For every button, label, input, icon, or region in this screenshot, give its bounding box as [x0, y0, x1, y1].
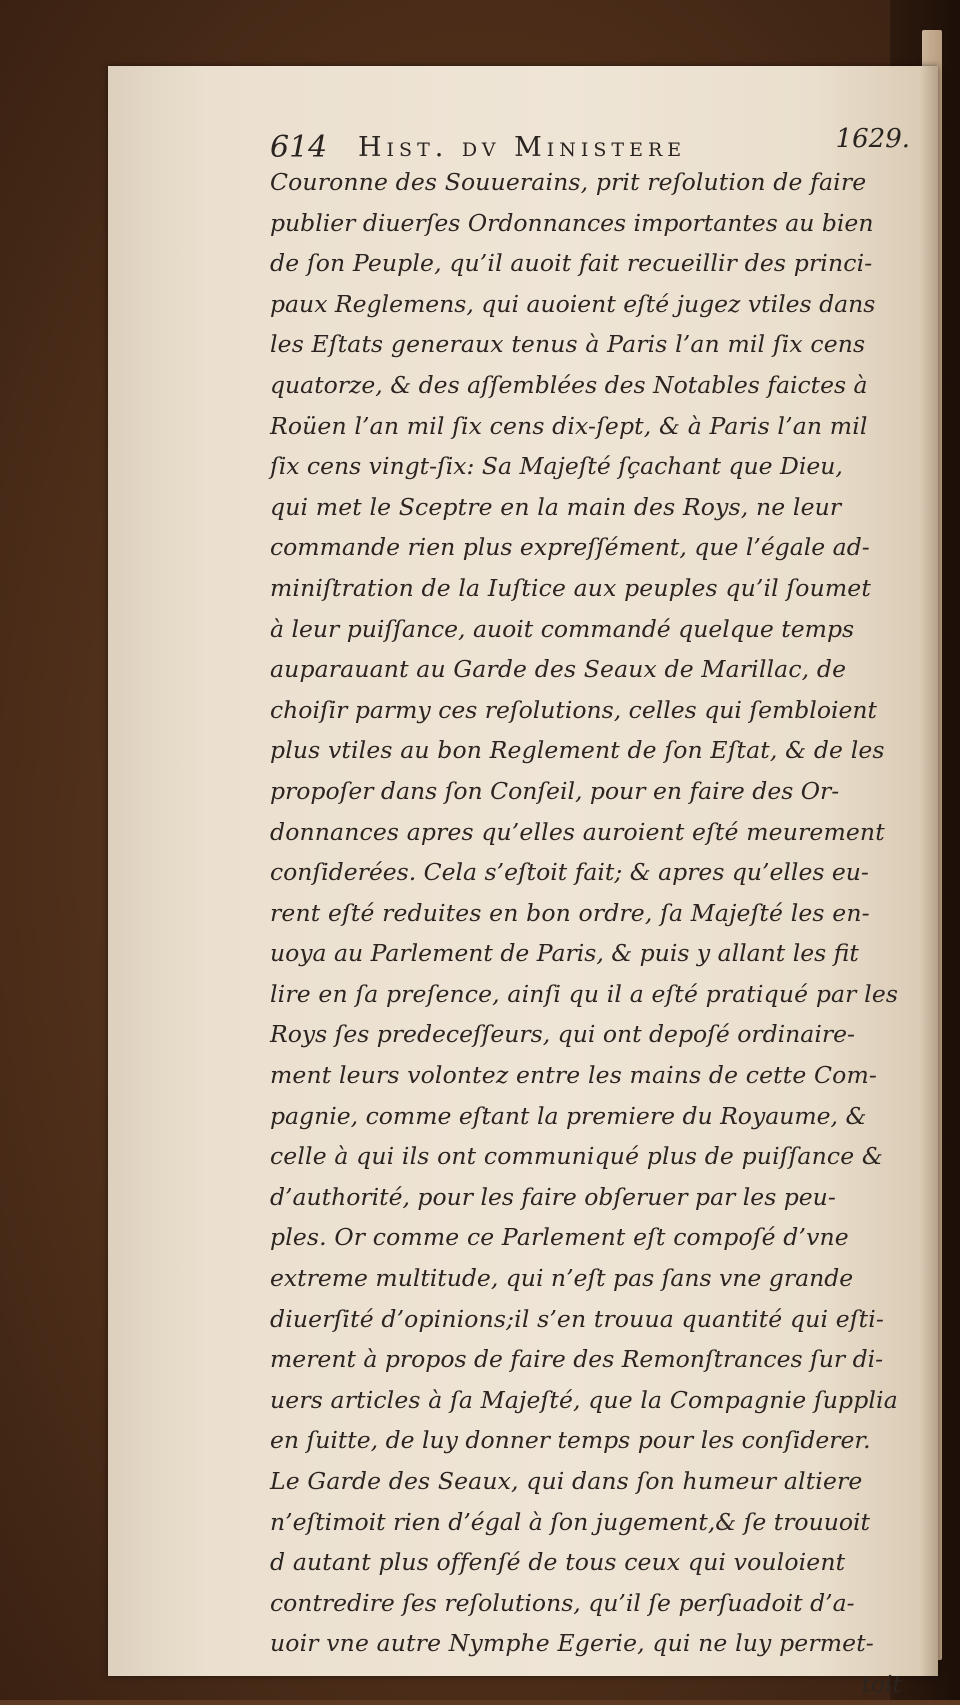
year-marginal: 1629.: [835, 124, 910, 154]
paper-stain: [720, 1520, 726, 1530]
text-line: plus vtiles au bon Reglement de ſon Eſtat, & de les: [270, 736, 885, 765]
text-line: uoya au Parlement de Paris, & puis y allant les fit: [270, 939, 859, 968]
running-title: Hist. dv Ministere: [358, 132, 687, 163]
text-line: propoſer dans ſon Conſeil, pour en faire des Or-: [270, 776, 840, 805]
text-line: d’authorité, pour les faire obſeruer par les peu-: [270, 1182, 836, 1211]
text-line: toit: [861, 1669, 902, 1698]
text-line: uers articles à ſa Majeſté, que la Compagnie ſupplia: [270, 1385, 898, 1414]
text-line: qui met le Sceptre en la main des Roys, ne leur: [270, 492, 842, 521]
text-line: contredire ſes reſolutions, qu’il ſe perſuadoit d’a-: [270, 1588, 855, 1617]
text-line: Le Garde des Seaux, qui dans ſon humeur altiere: [270, 1467, 863, 1495]
text-line: merent à propos de faire des Remonſtrances ſur di-: [270, 1345, 884, 1374]
text-line: ſix cens vingt-ſix: Sa Majeſté ſçachant que Dieu,: [270, 452, 843, 481]
text-line: n’eſtimoit rien d’égal à ſon jugement,& ſe trouuoit: [270, 1507, 870, 1536]
text-line: de ſon Peuple, qu’il auoit fait recueillir des princi-: [270, 249, 873, 278]
text-line: uoir vne autre Nymphe Egerie, qui ne luy permet-: [270, 1629, 874, 1658]
text-line: paux Reglemens, qui auoient eſté jugez vtiles dans: [270, 289, 876, 318]
text-line: lire en ſa preſence, ainſi qu il a eſté pratiqué par les: [270, 979, 899, 1008]
text-line: diuerſité d’opinions;il s’en trouua quantité qui eſti-: [270, 1304, 884, 1333]
text-line: donnances apres qu’elles auroient eſté meurement: [270, 817, 885, 846]
text-line: auparauant au Garde des Seaux de Marillac, de: [270, 655, 847, 684]
body-text: [270, 162, 910, 1705]
text-line: pagnie, comme eſtant la premiere du Royaume, &: [270, 1101, 867, 1130]
text-line: Roys ſes predeceſſeurs, qui ont depoſé ordinaire-: [270, 1020, 855, 1049]
text-line: Roüen l’an mil ſix cens dix-ſept, & à Paris l’an mil: [270, 411, 868, 440]
page-number: 614: [270, 130, 328, 165]
text-line: extreme multitude, qui n’eſt pas ſans vne grande: [270, 1264, 854, 1293]
text-line: celle à qui ils ont communiqué plus de puiſſance &: [270, 1142, 883, 1171]
text-line: les Eſtats generaux tenus à Paris l’an mil ſix cens: [270, 330, 866, 359]
text-line: quatorze, & des aſſemblées des Notables faictes à: [270, 370, 868, 399]
text-line: commande rien plus expreſſément, que l’égale ad-: [270, 533, 870, 562]
text-line: rent eſté reduites en bon ordre, ſa Majeſté les en-: [270, 898, 870, 927]
text-line: ples. Or comme ce Parlement eſt compoſé d’vne: [270, 1223, 849, 1252]
text-line: ment leurs volontez entre les mains de cette Com-: [270, 1061, 877, 1090]
text-line: conſiderées. Cela s’eſtoit fait; & apres qu’elles eu-: [270, 858, 869, 887]
text-line: Couronne des Souuerains, prit reſolution de faire: [270, 168, 867, 196]
text-line: choiſir parmy ces reſolutions, celles qui ſembloient: [270, 695, 877, 724]
text-line: miniſtration de la Iuſtice aux peuples qu’il ſoumet: [270, 573, 871, 602]
page-curl-shadow: [920, 66, 938, 1676]
text-line: en ſuitte, de luy donner temps pour les conſiderer.: [270, 1426, 871, 1455]
text-line: d autant plus offenſé de tous ceux qui vouloient: [270, 1548, 846, 1577]
text-line: à leur puiſſance, auoit commandé quelque temps: [270, 614, 855, 643]
text-line: publier diuerſes Ordonnances importantes au bien: [270, 208, 874, 237]
